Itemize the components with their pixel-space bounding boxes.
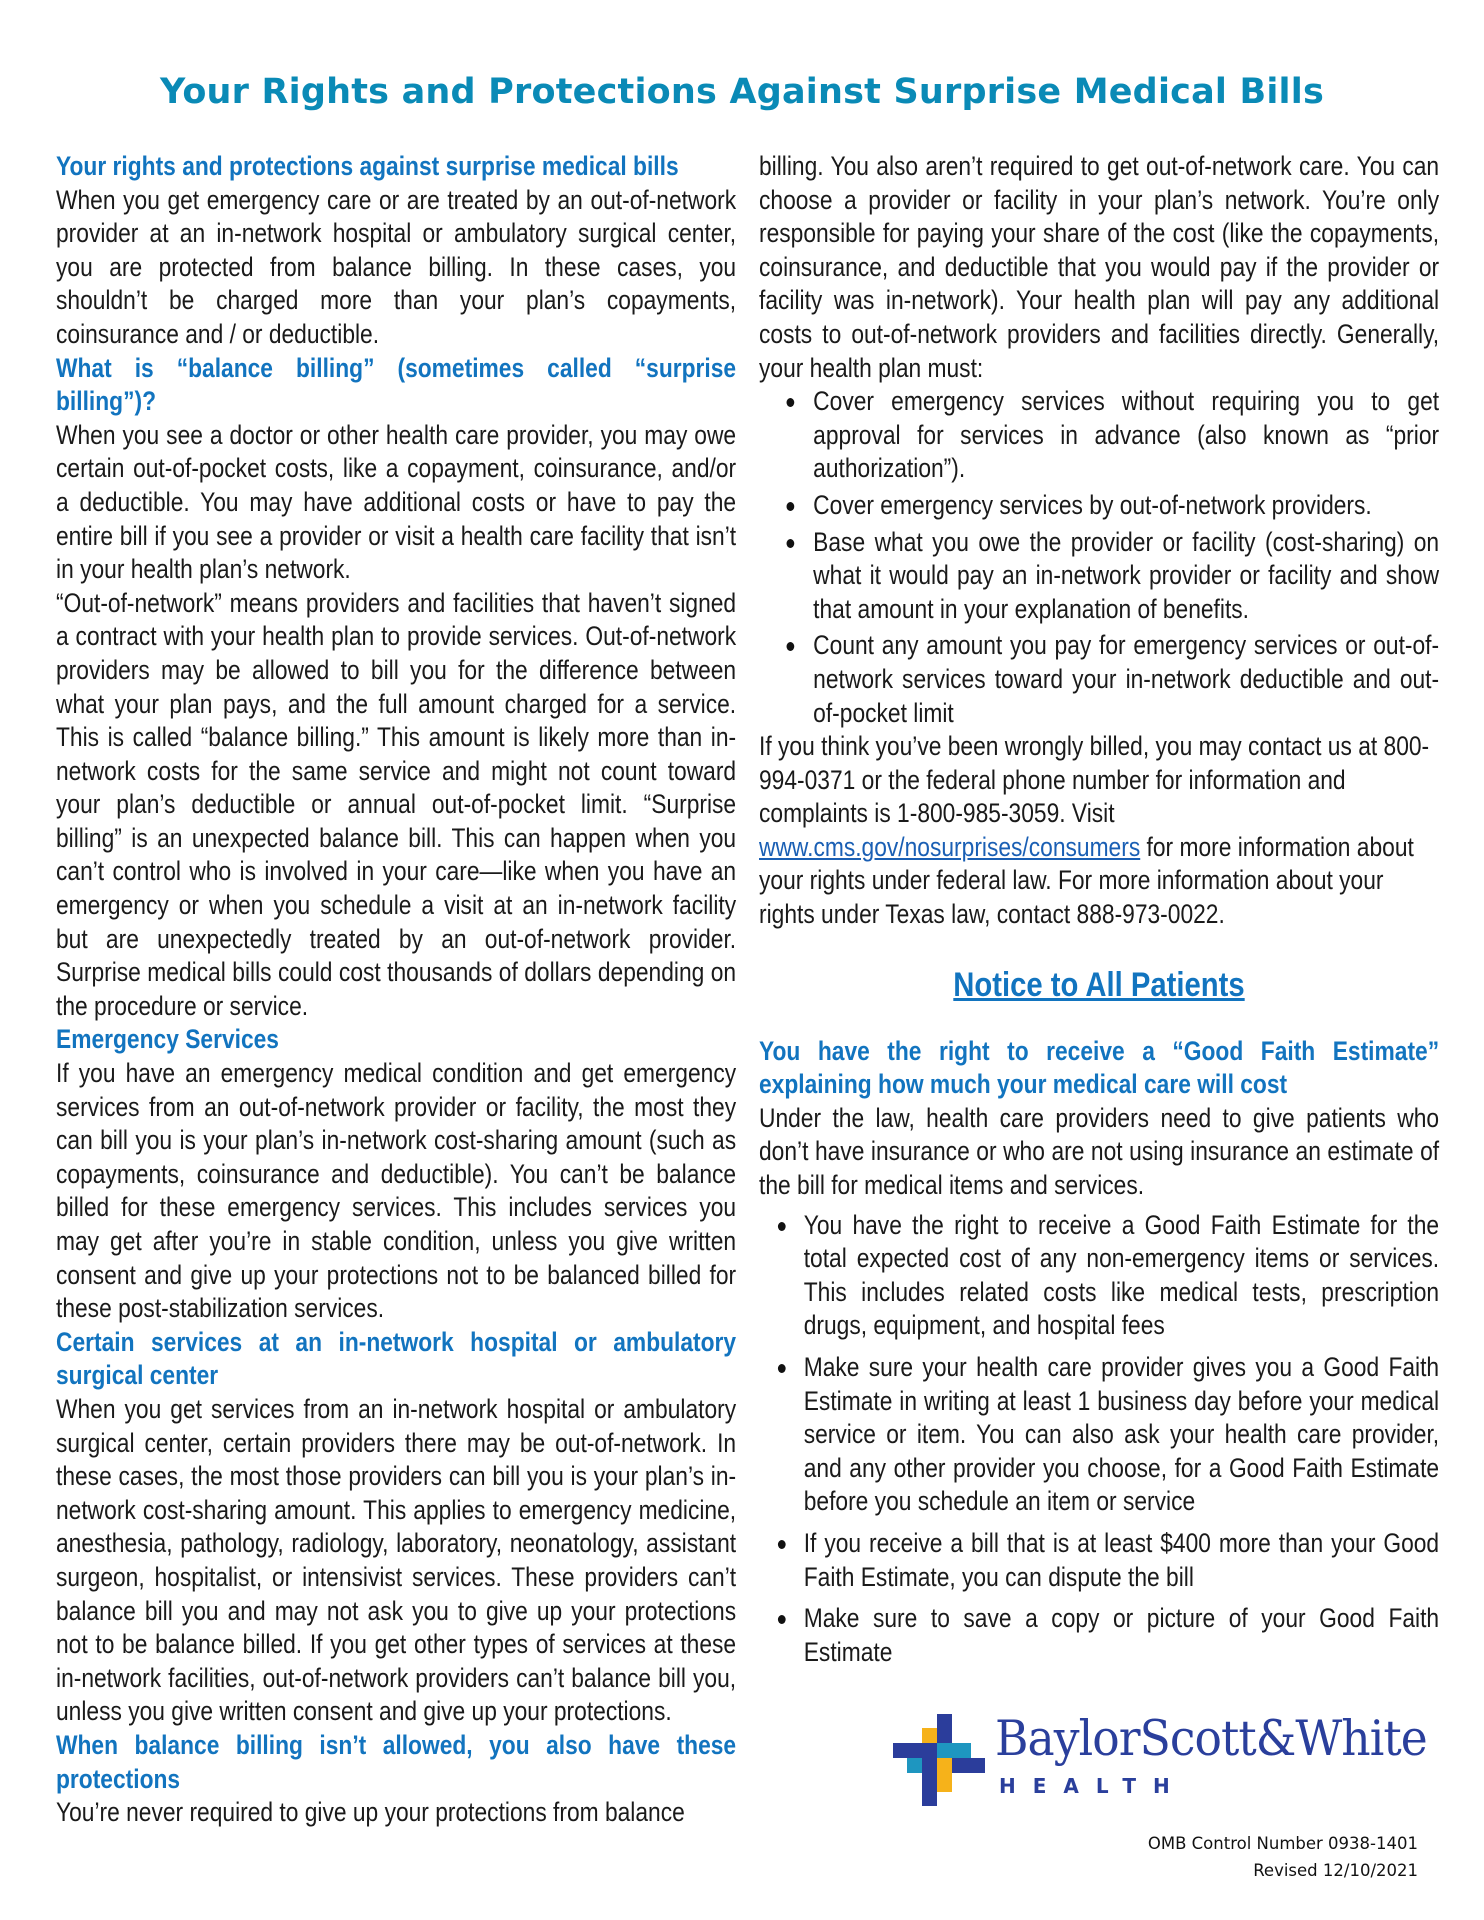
revised-date: Revised 12/10/2021 [1253, 1861, 1418, 1880]
bullet-icon [787, 642, 795, 651]
section-body-balance-billing-1: When you see a doctor or other health care provider, you may owe certain out-of-pocket costs, like a copayment, coinsurance, and/or a deductible. You may have additional costs or have to pay the entire bill if you see a provider or visit a health care facility that isn’t in your health plan’s network. [56, 419, 737, 585]
list-item: Make sure your health care provider gives you a Good Faith Estimate in writing at least 1 business day before your medical service or item. You can also ask your health care provider, and any other provider you choose, for a Good Faith Estimate before you schedule an item or service [759, 1351, 1439, 1519]
list-item: Cover emergency services without requiring you to get approval for services in advance (also known as “prior authorization”). [759, 385, 1439, 486]
logo-subtitle: HEALTH [999, 1774, 1187, 1798]
contact-paragraph: If you think you’ve been wrongly billed, you may contact us at 800-994-0371 or the federal phone number for information and complaints is 1-800-985-3059. Visit www.cms.gov/nosurprises/consumers for more information about your rights under federal law. For more information about your rights under Texas law, contact 888-973-0022. [759, 731, 1430, 930]
plan-must-list [759, 385, 1439, 730]
bullet-icon [787, 502, 795, 511]
section-body-in-network-services: When you get services from an in-network hospital or ambulatory surgical center, certain providers there may be out-of-network. In these cases, the most those providers can bill you is your plan’s in-network cost-sharing amount. This applies to emergency medicine, anesthesia, pathology, radiology, laboratory, neonatology, assistant surgeon, hospitalist, or intensivist services. These providers can’t balance bill you and may not ask you to give up your protections not to be balance billed. If you get other types of services at these in-network facilities, out-of-network providers can’t balance bill you, unless you give written consent and give up your protections. [56, 1393, 737, 1727]
bullet-icon [778, 1222, 786, 1231]
cross-logo-icon [889, 1710, 989, 1810]
gfe-body: Under the law, health care providers need to give patients who don’t have insurance or who are not using insurance an estimate of the bill for medical items and services. [759, 1102, 1440, 1201]
list-item: You have the right to receive a Good Faith Estimate for the total expected cost of any non-emergency items or services. This includes related costs like medical tests, prescription drugs, equipment, and hospital fees [759, 1209, 1439, 1343]
bullet-icon [778, 1364, 786, 1373]
section-body-rights: When you get emergency care or are treated by an out-of-network provider at an in-network hospital or ambulatory surgical center, you are protected from balance billing. In these cases, you shouldn’t be charged more than your plan’s copayments, coinsurance and / or deductible. [56, 184, 737, 349]
cms-link[interactable]: www.cms.gov/nosurprises/consumers [759, 831, 1141, 862]
baylor-scott-white-logo [889, 1710, 1429, 1810]
right-column [759, 150, 1439, 1677]
section-body-balance-billing-2: “Out-of-network” means providers and facilities that haven’t signed a contract with your health plan to provide services. Out-of-network providers may be allowed to bill you for the difference between what your plan pays, and the full amount charged for a service. This is called “balance billing.” This amount is likely more than in-network costs for the same service and might not count toward your plan’s deductible or annual out-of-pocket limit. “Surprise billing” is an unexpected balance bill. This can happen when you can’t control who is involved in your care—like when you have an emergency or when you schedule a visit at an in-network facility but are unexpectedly treated by an out-of-network provider. Surprise medical bills could cost thousands of dollars depending on the procedure or service. [56, 587, 737, 1021]
section-body-emergency: If you have an emergency medical condition and get emergency services from an out-of-network provider or facility, the most they can bill you is your plan’s in-network cost-sharing amount (such as copayments, coinsurance and deductible). You can’t be balance billed for these emergency services. This includes services you may get after you’re in stable condition, unless you give written consent and give up your protections not to be balanced billed for these post-stabilization services. [56, 1058, 737, 1324]
bullet-icon [778, 1540, 786, 1549]
notice-title: Notice to All Patients [953, 965, 1245, 1004]
list-item: If you receive a bill that is at least $400 more than your Good Faith Estimate, you can dispute the bill [759, 1527, 1439, 1594]
left-column [56, 150, 736, 1830]
section-body-protections-start: You’re never required to give up your protections from balance [56, 1797, 685, 1828]
section-heading-balance-billing: What is “balance billing” (sometimes called “surprise billing”)? [56, 352, 737, 417]
list-item: Count any amount you pay for emergency services or out-of-network services toward your in-network deductible and out-of-pocket limit [759, 629, 1439, 730]
list-item: Make sure to save a copy or picture of your Good Faith Estimate [759, 1602, 1439, 1669]
gfe-heading: You have the right to receive a “Good Faith Estimate” explaining how much your medical care will cost [759, 1035, 1440, 1100]
logo-wordmark: BaylorScott&White [995, 1710, 1427, 1767]
omb-control-number: OMB Control Number 0938-1401 [1147, 1834, 1418, 1853]
list-item: Cover emergency services by out-of-network providers. [759, 489, 1439, 523]
bullet-icon [787, 539, 795, 548]
bullet-icon [778, 1615, 786, 1624]
section-body-protections-cont: billing. You also aren’t required to get out-of-network care. You can choose a provider or facility in your plan’s network. You’re only responsible for paying your share of the cost (like the copayments, coinsurance, and deductible that you would pay if the provider or facility was in-network). Your health plan will pay any additional costs to out-of-network providers and facilities directly. Generally, your health plan must: [759, 151, 1440, 383]
section-heading-in-network-services: Certain services at an in-network hospital or ambulatory surgical center [56, 1326, 737, 1391]
section-heading-rights: Your rights and protections against surprise medical bills [56, 151, 679, 181]
page-title: Your Rights and Protections Against Surprise Medical Bills [159, 72, 1324, 112]
footer [1148, 1830, 1418, 1884]
gfe-list [759, 1209, 1439, 1670]
bullet-icon [787, 398, 795, 407]
section-heading-protections: When balance billing isn’t allowed, you also have these protections [56, 1729, 737, 1794]
section-heading-emergency: Emergency Services [56, 1024, 279, 1055]
list-item: Base what you owe the provider or facility (cost-sharing) on what it would pay an in-network provider or facility and show that amount in your explanation of benefits. [759, 526, 1439, 627]
